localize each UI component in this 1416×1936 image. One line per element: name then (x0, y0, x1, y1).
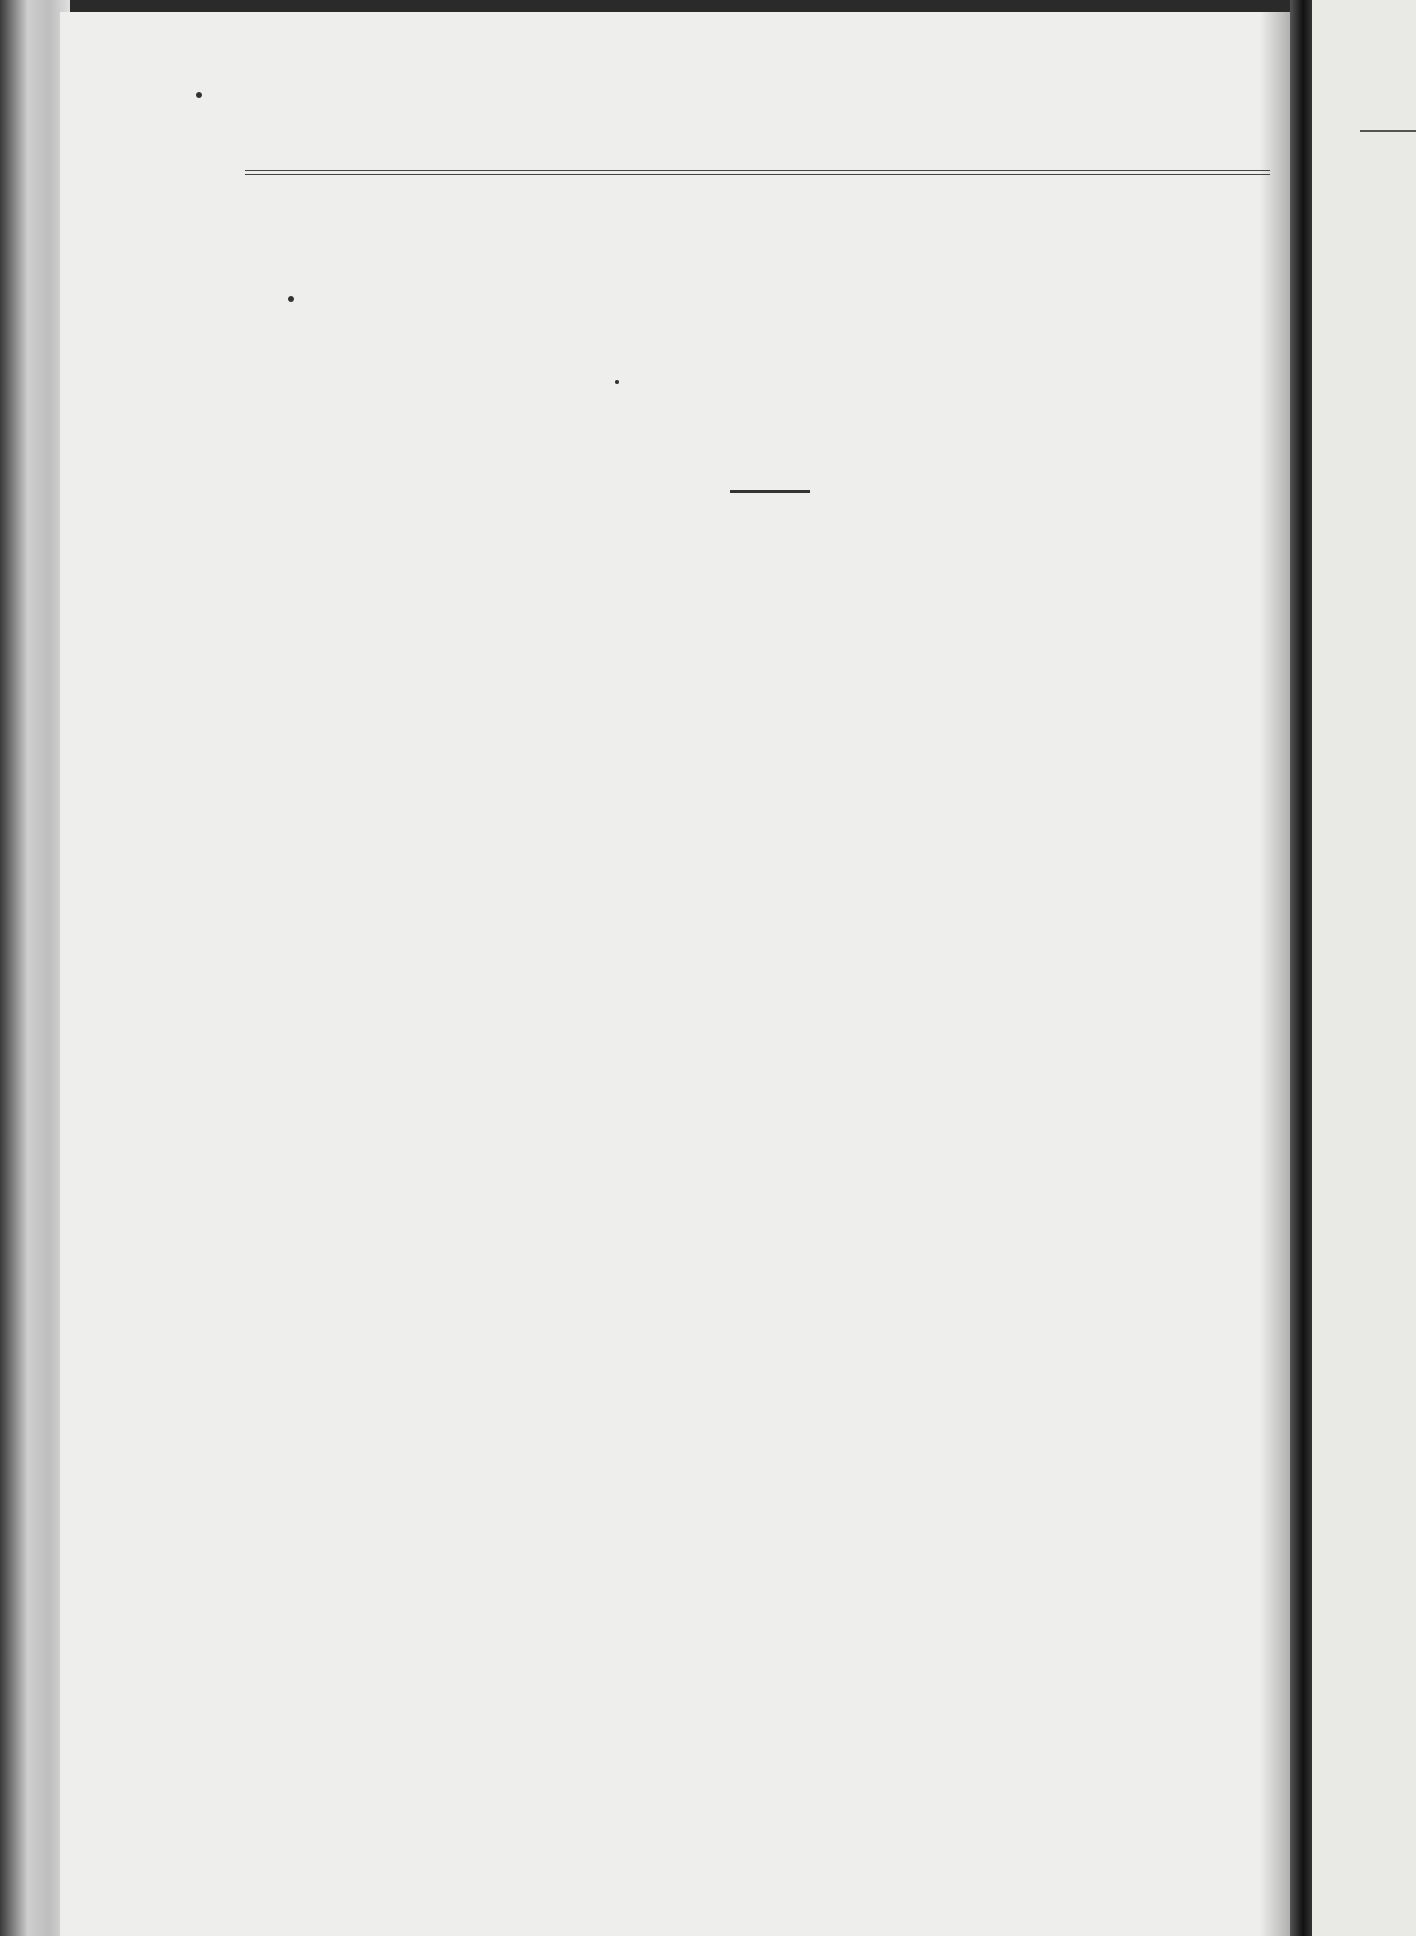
dust-speck (615, 380, 619, 384)
adjacent-page (1312, 0, 1416, 1936)
dust-speck (196, 92, 202, 98)
book-page (60, 12, 1300, 1936)
book-spine (1290, 0, 1312, 1936)
adjacent-page-rule (1360, 130, 1416, 132)
header-rule (245, 170, 1270, 175)
dust-speck (288, 296, 294, 302)
title-rule (730, 490, 810, 493)
